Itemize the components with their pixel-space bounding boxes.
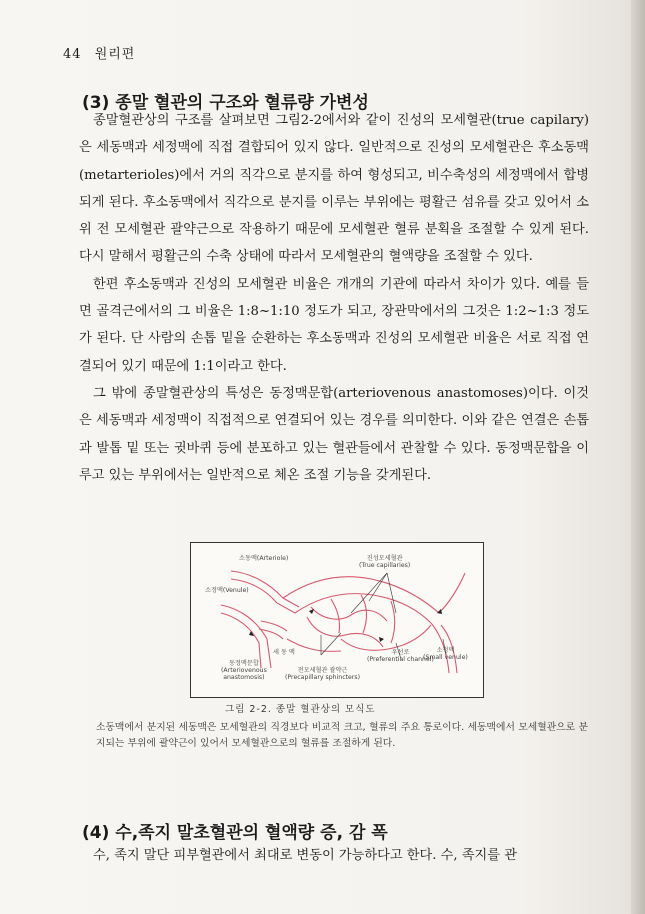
label-pref-en: (Preferential channel) bbox=[367, 656, 434, 663]
label-ava-en2: anastomosis) bbox=[223, 674, 265, 681]
label-metarteriole: 세 동 맥 bbox=[273, 649, 295, 656]
label-pref-ko: 우선로 bbox=[391, 649, 410, 656]
section-4-heading: (4) 수,족지 말초혈관의 혈액량 증, 감 폭 bbox=[82, 823, 388, 843]
paragraph: 수, 족지 말단 피부혈관에서 최대로 변동이 가능하다고 한다. 수, 족지를 관 bbox=[93, 848, 517, 863]
label-venule: 소정맥(Venule) bbox=[205, 587, 249, 594]
section-4-body bbox=[79, 842, 589, 869]
label-true-cap-en: (True capillaries) bbox=[359, 562, 411, 569]
figure-caption: 그림 2-2. 종말 혈관상의 모식도 bbox=[225, 704, 376, 715]
section-3-heading: (3) 종말 혈관의 구조와 혈류량 가변성 bbox=[82, 93, 369, 113]
paragraph: 종말혈관상의 구조를 살펴보면 그림2-2에서와 같이 진성의 모세혈관(true capilary)은 세동맥과 세정맥에 직접 결합되어 있지 않다. 일반적으로 진성의 모세혈관은 후소동맥(metarterioles)에서 거의 직각으로 분지를 하여 형성되고, 비수축성의 세정맥에서 합병되게 된다. 후소동맥에서 직각으로 분지를 이루는 부위에는 평활근 섬유를 갖고 있어서 소위 전 모세혈관 괄약근으로 작용하기 때문에 모세혈관 혈류 분획을 조절할 수 있게 된다. 다시 말해서 평활근의 수축 상태에 따라서 모세혈관의 혈액량을 조절할 수 있다. bbox=[79, 113, 589, 265]
label-true-cap-ko: 진성모세혈관 bbox=[366, 555, 403, 562]
label-arteriole: 소동맥(Arteriole) bbox=[239, 555, 289, 562]
label-true-capillaries bbox=[359, 555, 410, 569]
label-ava-ko: 동정맥문합 bbox=[228, 660, 259, 667]
page-edge bbox=[631, 0, 645, 914]
paragraph: 한편 후소동맥과 진성의 모세혈관 비율은 개개의 기관에 따라서 차이가 있다. 예를 들면 골격근에서의 그 비율은 1:8~1:10 정도가 되고, 장관막에서의 그것은 1:2~1:3 정도가 된다. 단 사람의 손톱 밑을 순환하는 후소동맥과 진성의 모세혈관 비율은 서로 직접 연결되어 있기 때문에 1:1이라고 한다. bbox=[79, 276, 589, 374]
figure-2-2 bbox=[190, 542, 484, 698]
label-ava-en1: (Arteriovenous bbox=[221, 667, 267, 674]
label-av-anastomosis bbox=[221, 660, 267, 681]
label-precapillary-sphincters bbox=[285, 667, 360, 681]
label-small-ko: 소정맥 bbox=[436, 647, 455, 654]
section-3-body bbox=[79, 107, 589, 489]
figure-note: 소동맥에서 분지된 세동맥은 모세혈관의 직경보다 비교적 크고, 혈류의 주요 통로이다. 세동맥에서 모세혈관으로 분지되는 부위에 괄약근이 있어서 모세혈관으로의 혈류를 조절하게 된다. bbox=[96, 722, 588, 749]
label-small-venule bbox=[423, 647, 468, 661]
running-header bbox=[63, 43, 135, 62]
label-small-en: (Small venule) bbox=[423, 654, 468, 661]
running-title: 원리편 bbox=[94, 47, 136, 62]
paragraph: 그 밖에 종말혈관상의 특성은 동정맥문합(arteriovenous anastomoses)이다. 이것은 세동맥과 세정맥이 직접적으로 연결되어 있는 경우를 의미한다. 이와 같은 연결은 손톱과 발톱 밑 또는 귓바퀴 등에 분포하고 있는 혈관들에서 관찰할 수 있다. 동정맥문합을 이루고 있는 부위에서는 일반적으로 체온 조절 기능을 갖게된다. bbox=[79, 385, 589, 483]
page-number: 44 bbox=[63, 47, 82, 62]
label-precap-en: (Precapillary sphincters) bbox=[285, 674, 361, 681]
label-precap-ko: 전모세혈관 괄약근 bbox=[297, 667, 348, 674]
